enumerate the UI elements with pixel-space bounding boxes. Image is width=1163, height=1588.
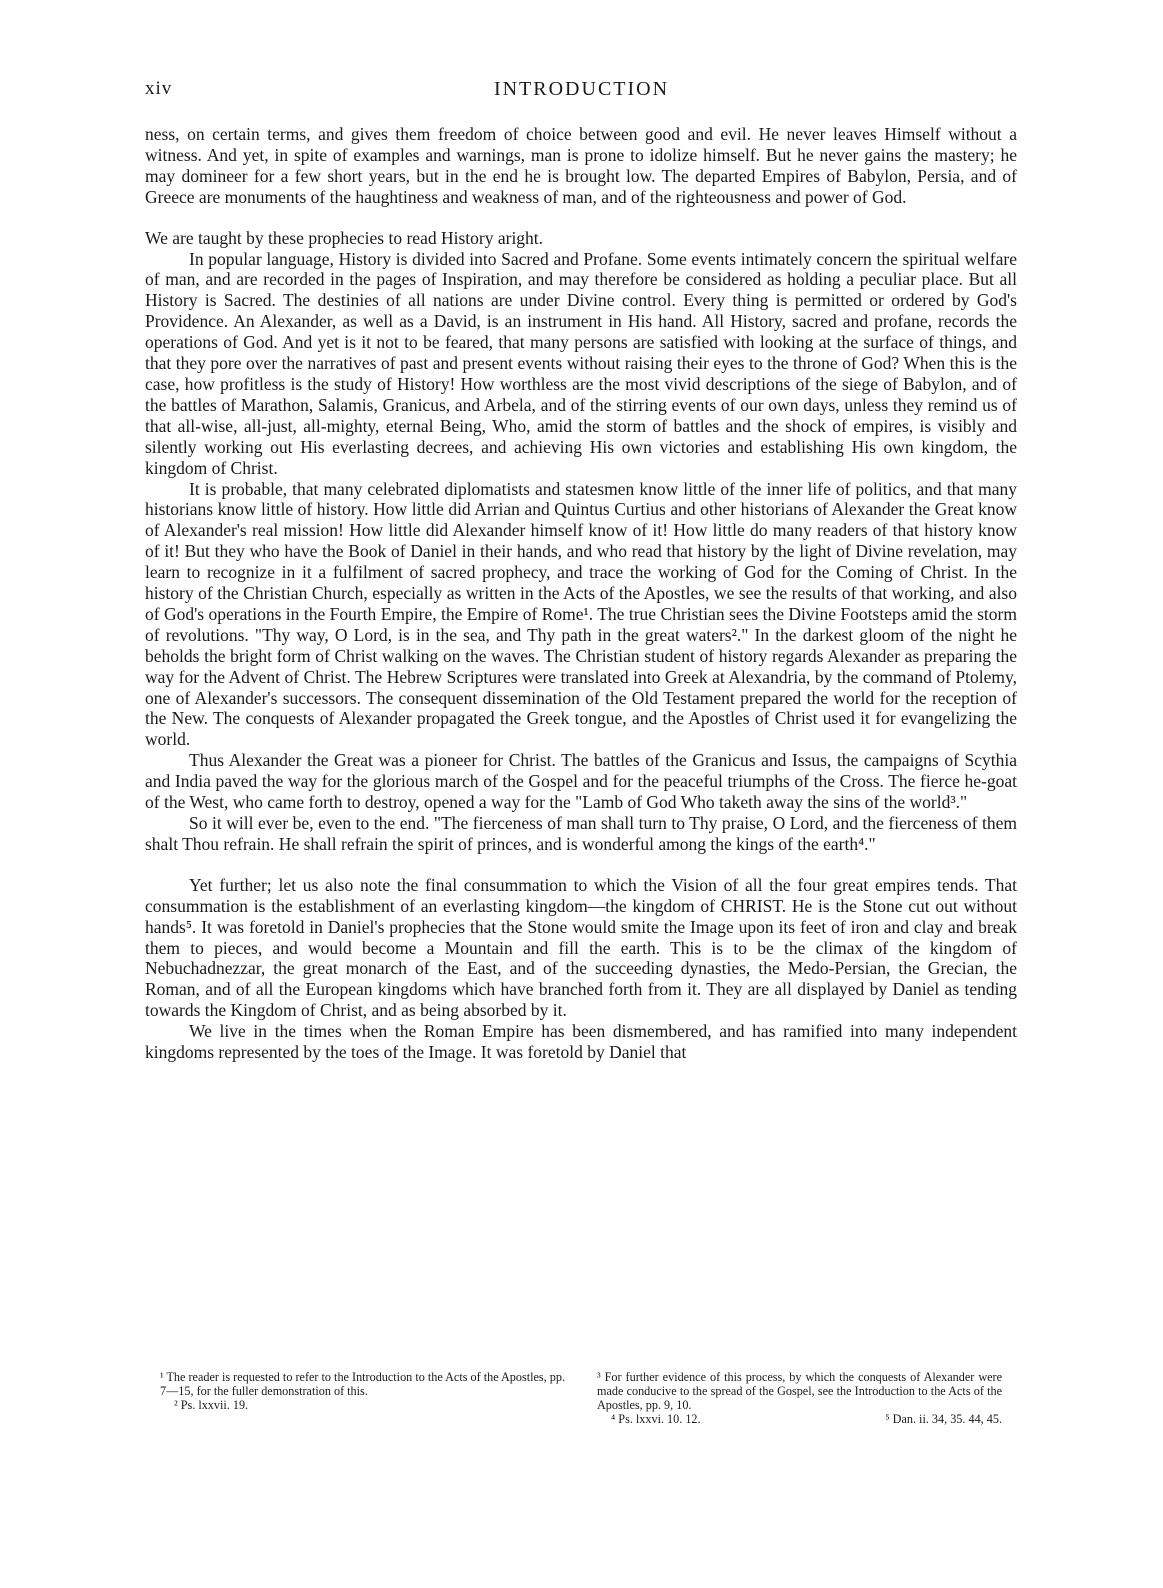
footnote-3: ³ For further evidence of this process, by which the conquests of Alexander were made conducive to the spread of the Gospel, see the Introduction to the Acts of the Apostles, pp. 9, 10. [597,1370,1002,1412]
page-header [145,78,1018,108]
paragraph: In popular language, History is divided into Sacred and Profane. Some events intimately concern the spiritual welfare of man, and are recorded in the pages of Inspiration, and may therefore be considered as holding a peculiar place. But all History is Sacred. The destinies of all nations are under Divine control. Every thing is permitted or ordered by God's Providence. An Alexander, as well as a David, is an instrument in His hand. All History, sacred and profane, records the operations of God. And yet is it not to be feared, that many persons are satisfied with looking at the surface of things, and that they pore over the narratives of past and present events without raising their eyes to the throne of God? When this is the case, how profitless is the study of History! How worthless are the most vivid descriptions of the siege of Babylon, and of the battles of Marathon, Salamis, Granicus, and Arbela, and of the stirring events of our own days, unless they remind us of that all-wise, all-just, all-mighty, eternal Being, Who, amid the storm of battles and the shock of empires, is visibly and silently working out His everlasting decrees, and achieving His own victories and establishing His own kingdom, the kingdom of Christ. [145,248,1017,478]
body-text [145,124,1017,1063]
paragraph: It is probable, that many celebrated diplomatists and statesmen know little of the inner life of politics, and that many historians know little of history. How little did Arrian and Quintus Curtius and other historians of Alexander the Great know of Alexander's real mission! How little did Alexander himself know of it! How little do many readers of that history know of it! But they who have the Book of Daniel in their hands, and who read that history by the light of Divine revelation, may learn to recognize in it a fulfilment of sacred prophecy, and trace the working of God for the Coming of Christ. In the history of the Christian Church, especially as written in the Acts of the Apostles, we see the results of that working, and also of God's operations in the Fourth Empire, the Empire of Rome¹. The true Christian sees the Divine Footsteps amid the storm of revolutions. "Thy way, O Lord, is in the sea, and Thy path in the great waters²." In the darkest gloom of the night he beholds the bright form of Christ walking on the waves. The Christian student of history regards Alexander as preparing the way for the Advent of Christ. The Hebrew Scriptures were translated into Greek at Alexandria, by the command of Ptolemy, one of Alexander's successors. The consequent dissemination of the Old Testament prepared the world for the reception of the New. The conquests of Alexander propagated the Greek tongue, and the Apostles of Christ used it for evangelizing the world. [145,478,1017,750]
paragraph: Thus Alexander the Great was a pioneer for Christ. The battles of the Granicus and Issus, the campaigns of Scythia and India paved the way for the glorious march of the Gospel and for the peaceful triumphs of the Cross. The fierce he-goat of the West, who came forth to destroy, opened a way for the "Lamb of God Who taketh away the sins of the world³." [145,750,1017,813]
paragraph: Yet further; let us also note the final consummation to which the Vision of all the four great empires tends. That consummation is the establishment of an everlasting kingdom—the kingdom of CHRIST. He is the Stone cut out without hands⁵. It was foretold in Daniel's prophecies that the Stone would smite the Image upon its feet of iron and clay and break them to pieces, and would become a Mountain and fill the earth. This is to be the climax of the kingdom of Nebuchadnezzar, the great monarch of the East, and of the succeeding dynasties, the Medo-Persian, the Grecian, the Roman, and of all the European kingdoms which have branched forth from it. They are all displayed by Daniel as tending towards the Kingdom of Christ, and as being absorbed by it. [145,874,1017,1021]
paragraph: ness, on certain terms, and gives them freedom of choice between good and evil. He never leaves Himself without a witness. And yet, in spite of examples and warnings, man is prone to idolize himself. But he never gains the mastery; he may domineer for a few short years, but in the end he is brought low. The departed Empires of Babylon, Persia, and of Greece are monuments of the haughtiness and weakness of man, and of the righteousness and power of God. [145,124,1017,207]
paragraph: We live in the times when the Roman Empire has been dismembered, and has ramified into many independent kingdoms represented by the toes of the Image. It was foretold by Daniel that [145,1021,1017,1063]
running-title: INTRODUCTION [493,78,670,100]
footnotes [160,1370,1002,1426]
footnote-2: ² Ps. lxxvii. 19. [174,1398,249,1412]
footnote-column-right [597,1370,1002,1426]
footnote-column-left [160,1370,565,1426]
paragraph: We are taught by these prophecies to read History aright. [145,227,544,248]
paragraph: So it will ever be, even to the end. "The fierceness of man shall turn to Thy praise, O Lord, and the fierceness of them shalt Thou refrain. He shall refrain the spirit of princes, and is wonderful among the kings of the earth⁴." [145,813,1017,854]
page-number: xiv [145,78,173,99]
footnote-row [597,1412,1002,1426]
footnote-4: ⁴ Ps. lxxvi. 10. 12. [611,1412,701,1426]
footnote-1: ¹ The reader is requested to refer to the Introduction to the Acts of the Apostles, pp. 7—15, for the fuller demonstration of this. [160,1370,565,1398]
footnote-5: ⁵ Dan. ii. 34, 35. 44, 45. [885,1412,1002,1426]
